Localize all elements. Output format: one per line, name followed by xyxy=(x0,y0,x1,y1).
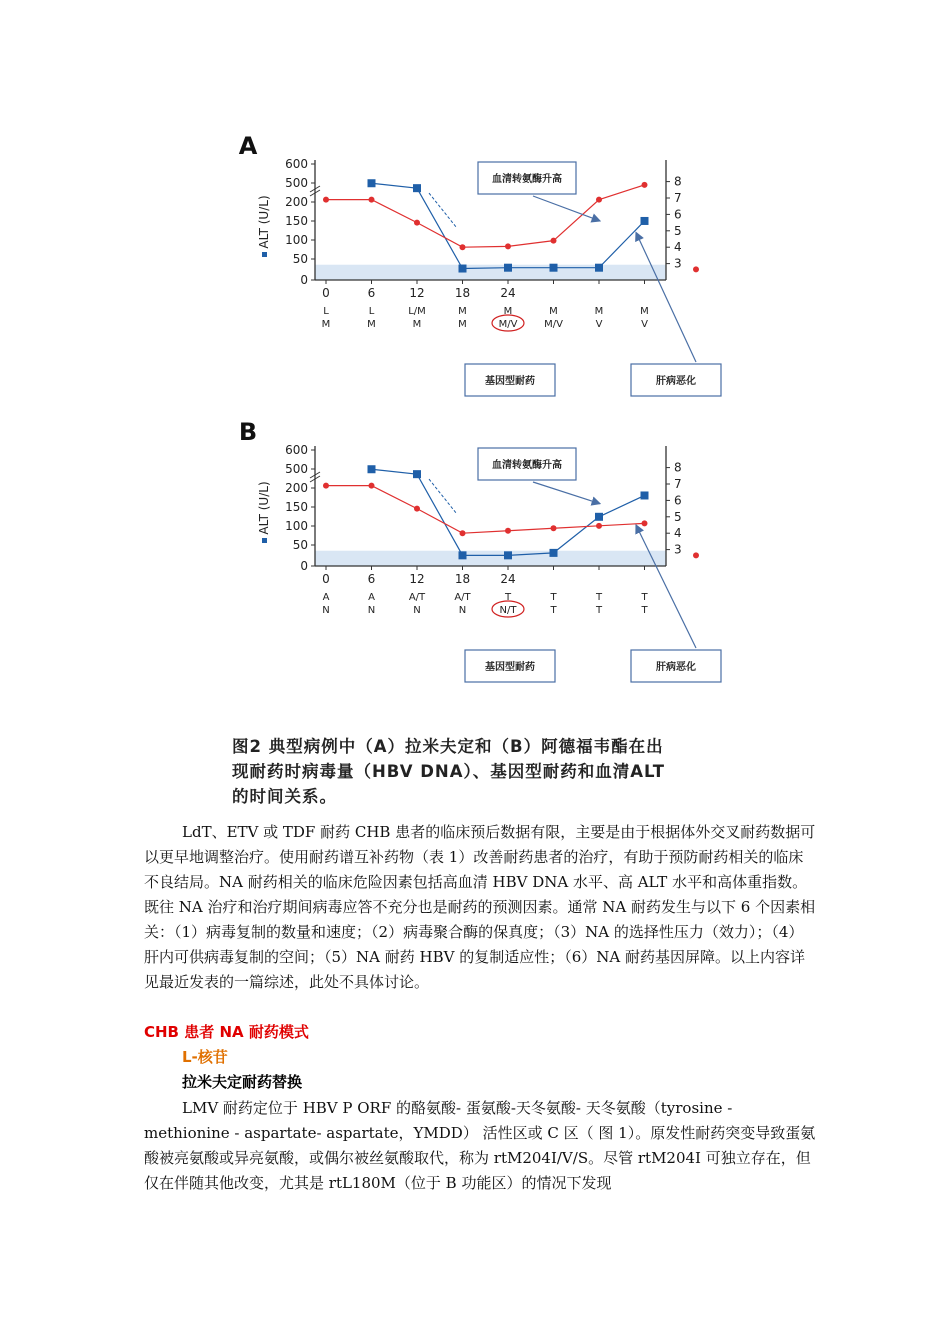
drug-label: T xyxy=(550,605,557,616)
drug-label: M xyxy=(549,306,558,317)
data-point xyxy=(642,520,648,526)
data-point xyxy=(551,238,557,244)
data-point xyxy=(550,264,558,272)
data-point xyxy=(368,179,376,187)
y2-tick-label: 4 xyxy=(674,240,682,255)
drug-label: T xyxy=(550,592,557,603)
normal-band xyxy=(315,265,666,280)
annotation-label: 基因型耐药 xyxy=(485,662,535,673)
x-tick-label: 6 xyxy=(367,572,376,586)
series-line xyxy=(372,183,645,268)
drug-label: T xyxy=(504,592,512,603)
data-point xyxy=(414,506,420,512)
data-point xyxy=(369,483,375,489)
drug-label: N/T xyxy=(499,605,517,616)
caption-line: 的时间关系。 xyxy=(232,787,337,806)
drug-label: M xyxy=(503,306,513,317)
y-tick-label: 200 xyxy=(285,195,308,209)
drug-label: M xyxy=(458,319,467,330)
caption-line: 图2 典型病例中（A）拉米夫定和（B）阿德福韦酯在出 xyxy=(232,737,664,756)
drug-label: M xyxy=(367,319,376,330)
y-tick-label: 0 xyxy=(300,559,308,573)
paragraph-text: LMV 耐药定位于 HBV P ORF 的酪氨酸- 蛋氨酸-天冬氨酸- 天冬氨酸（tyrosine - methionine - aspartate- aspartate，YMDD） 活性区或 C 区（ 图 1）。原发性耐药突变导致蛋氨酸被亮氨酸或异亮氨酸，或偶尔被丝氨酸取代，称为 rtM204I/V/S。尽管 rtM204I 可独立存在，但仅在伴随其他改变，尤其是 rtL180M（位于 B 功能区）的情况下发现 xyxy=(144,1099,816,1192)
y-axis-label: ALT (U/L) xyxy=(257,481,271,535)
annotation-label: 肝病恶化 xyxy=(656,376,696,387)
y2-tick-label: 7 xyxy=(674,477,682,491)
drug-label: V xyxy=(595,319,603,330)
annotation-label: 基因型耐药 xyxy=(485,376,535,387)
data-point xyxy=(323,197,329,203)
y2-label-dot-icon xyxy=(693,266,699,272)
subsection-heading: L-核苷 xyxy=(182,1048,228,1066)
caption-line: 现耐药时病毒量（HBV DNA）、基因型耐药和血清ALT xyxy=(232,762,666,781)
data-point xyxy=(642,182,648,188)
body-paragraph-1 xyxy=(144,820,816,995)
y-tick-label: 150 xyxy=(285,214,308,228)
y-tick-label: 100 xyxy=(285,519,308,533)
drug-label: M xyxy=(640,306,649,317)
data-point xyxy=(595,264,603,272)
x-tick-label: 18 xyxy=(454,572,471,586)
figure-caption xyxy=(232,734,732,809)
data-point xyxy=(641,491,649,499)
drug-label: T xyxy=(595,605,603,616)
x-tick-label: 0 xyxy=(322,286,330,300)
y2-tick-label: 5 xyxy=(674,223,682,238)
y2-label-dot-icon xyxy=(693,552,699,558)
x-tick-label: 24 xyxy=(500,572,516,586)
data-point xyxy=(550,549,558,557)
x-tick-label: 0 xyxy=(322,572,330,586)
x-tick-label: 18 xyxy=(454,286,471,300)
data-point xyxy=(414,220,420,226)
y2-tick-label: 3 xyxy=(674,542,682,557)
data-point xyxy=(595,513,603,521)
data-point xyxy=(323,483,329,489)
normal-band xyxy=(315,551,666,566)
panel-letter: B xyxy=(238,418,258,446)
drug-label: A xyxy=(322,592,330,603)
y-tick-label: 150 xyxy=(285,500,308,514)
drug-label: L/M xyxy=(408,306,426,317)
drug-label: N xyxy=(322,605,330,616)
drug-label: A/T xyxy=(454,592,471,603)
drug-label: A xyxy=(368,592,375,603)
data-point xyxy=(504,264,512,272)
y2-tick-label: 7 xyxy=(674,191,682,205)
drug-label: M xyxy=(412,319,422,330)
drug-label: M xyxy=(594,306,604,317)
y2-tick-label: 3 xyxy=(674,256,682,271)
x-tick-label: 12 xyxy=(409,572,425,586)
y-tick-label: 50 xyxy=(292,538,308,552)
y2-tick-label: 8 xyxy=(674,460,682,475)
data-point xyxy=(641,217,649,225)
data-point xyxy=(460,244,466,250)
data-point xyxy=(369,197,375,203)
data-point xyxy=(413,184,421,192)
annotation-arrow xyxy=(533,482,600,504)
x-tick-label: 12 xyxy=(409,286,425,300)
data-point xyxy=(596,197,602,203)
x-tick-label: 24 xyxy=(500,286,516,300)
connector-dashed xyxy=(429,479,457,513)
body-paragraph-2 xyxy=(144,1096,816,1196)
x-tick-label: 6 xyxy=(367,286,376,300)
drug-label: N xyxy=(367,605,376,616)
drug-label: T xyxy=(595,592,603,603)
drug-label: T xyxy=(641,592,648,603)
y-tick-label: 500 xyxy=(285,462,308,476)
data-point xyxy=(504,551,512,559)
y2-tick-label: 6 xyxy=(674,207,682,222)
data-point xyxy=(459,265,467,273)
drug-label: M xyxy=(321,319,331,330)
y-tick-label: 500 xyxy=(285,176,308,190)
series-line xyxy=(372,469,645,555)
drug-label: N xyxy=(413,605,421,616)
data-point xyxy=(460,530,466,536)
drug-label: V xyxy=(641,319,648,330)
drug-label: M/V xyxy=(544,319,563,330)
data-point xyxy=(413,470,421,478)
annotation-label: 血清转氨酶升高 xyxy=(492,460,562,471)
y-axis-label: ALT (U/L) xyxy=(257,195,271,249)
paragraph-text: LdT、ETV 或 TDF 耐药 CHB 患者的临床预后数据有限，主要是由于根据体外交叉耐药数据可以更早地调整治疗。使用耐药谱互补药物（表 1）改善耐药患者的治疗，有助于预防耐药相关的临床不良结局。NA 耐药相关的临床危险因素包括高血清 HBV DNA 水平、高 ALT 水平和高体重指数。既往 NA 治疗和治疗期间病毒应答不充分也是耐药的预测因素。通常 NA 耐药发生与以下 6 个因素相关：（1）病毒复制的数量和速度；（2）病毒聚合酶的保真度；（3）NA 的选择性压力（效力）；（4）肝内可供病毒复制的空间；（5）NA 耐药 HBV 的复制适应性；（6）NA 耐药基因屏障。以上内容详见最近发表的一篇综述，此处不具体讨论。 xyxy=(144,823,816,991)
drug-label: M/V xyxy=(498,319,518,330)
y2-tick-label: 6 xyxy=(674,493,682,508)
y-tick-label: 0 xyxy=(300,273,308,287)
data-point xyxy=(368,465,376,473)
annotation-label: 肝病恶化 xyxy=(656,662,696,673)
drug-label: N xyxy=(458,605,467,616)
y-label-square-icon xyxy=(262,538,267,543)
y-label-square-icon xyxy=(262,252,267,257)
drug-label: L xyxy=(368,306,375,317)
data-point xyxy=(505,243,511,249)
panel-letter: A xyxy=(238,132,258,160)
y2-tick-label: 5 xyxy=(674,509,682,524)
y2-tick-label: 8 xyxy=(674,174,682,189)
y-tick-label: 50 xyxy=(292,252,308,266)
figure-2 xyxy=(228,128,748,708)
drug-label: A/T xyxy=(408,592,426,603)
chart-panel-a xyxy=(239,132,721,396)
chart-panel-b xyxy=(239,418,721,682)
data-point xyxy=(505,528,511,534)
y2-tick-label: 4 xyxy=(674,526,682,541)
y-tick-label: 200 xyxy=(285,481,308,495)
connector-dashed xyxy=(429,193,457,227)
data-point xyxy=(596,523,602,529)
data-point xyxy=(459,551,467,559)
section-heading: CHB 患者 NA 耐药模式 xyxy=(144,1023,309,1041)
y-tick-label: 600 xyxy=(285,157,308,171)
subsubsection-heading: 拉米夫定耐药替换 xyxy=(182,1073,303,1091)
y-tick-label: 600 xyxy=(285,443,308,457)
data-point xyxy=(551,525,557,531)
y-tick-label: 100 xyxy=(285,233,308,247)
drug-label: M xyxy=(458,306,467,317)
drug-label: L xyxy=(323,306,329,317)
drug-label: T xyxy=(641,605,648,616)
annotation-label: 血清转氨酶升高 xyxy=(492,174,562,185)
